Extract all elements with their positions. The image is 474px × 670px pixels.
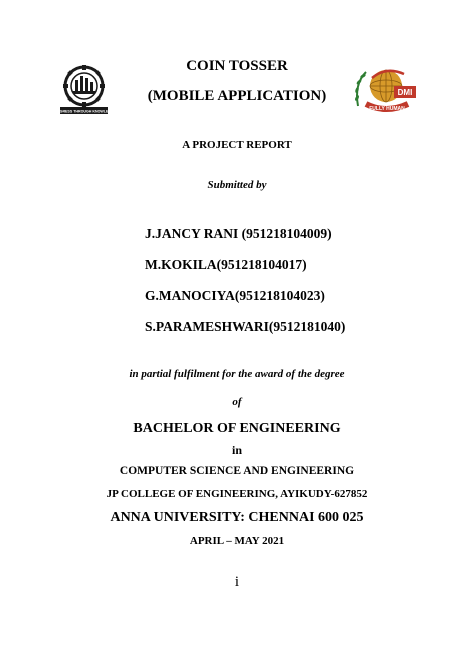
project-title: COIN TOSSER [186,58,288,74]
department-name: COMPUTER SCIENCE AND ENGINEERING [119,465,355,477]
emblem-badge: DMI [397,88,413,97]
student-entry: M.KOKILA(951218104017) [145,257,307,272]
submission-date: APRIL – MAY 2021 [189,535,285,547]
student-entry: G.MANOCIYA(951218104023) [145,288,325,303]
report-type: A PROJECT REPORT [182,139,292,151]
emblem-caption: PROGRESS THROUGH KNOWLEDGE [51,109,117,114]
submitted-by-label: Submitted by [207,179,267,191]
university-name: ANNA UNIVERSITY: CHENNAI 600 025 [110,510,364,525]
project-subtitle: (MOBILE APPLICATION) [147,88,327,104]
partial-fulfilment-text: in partial fulfilment for the award of the degree [129,368,345,380]
college-name: JP COLLEGE OF ENGINEERING, AYIKUDY-627852 [106,488,368,500]
student-entry: S.PARAMESHWARI(9512181040) [145,319,346,334]
page-number: i [234,574,240,590]
student-entry: J.JANCY RANI (951218104009) [145,226,332,241]
student-list [145,226,345,350]
in-text: in [231,443,242,457]
of-text: of [232,396,242,408]
degree-name: BACHELOR OF ENGINEERING [133,421,341,436]
emblem-motto: FULLY HUMAN [369,106,405,112]
